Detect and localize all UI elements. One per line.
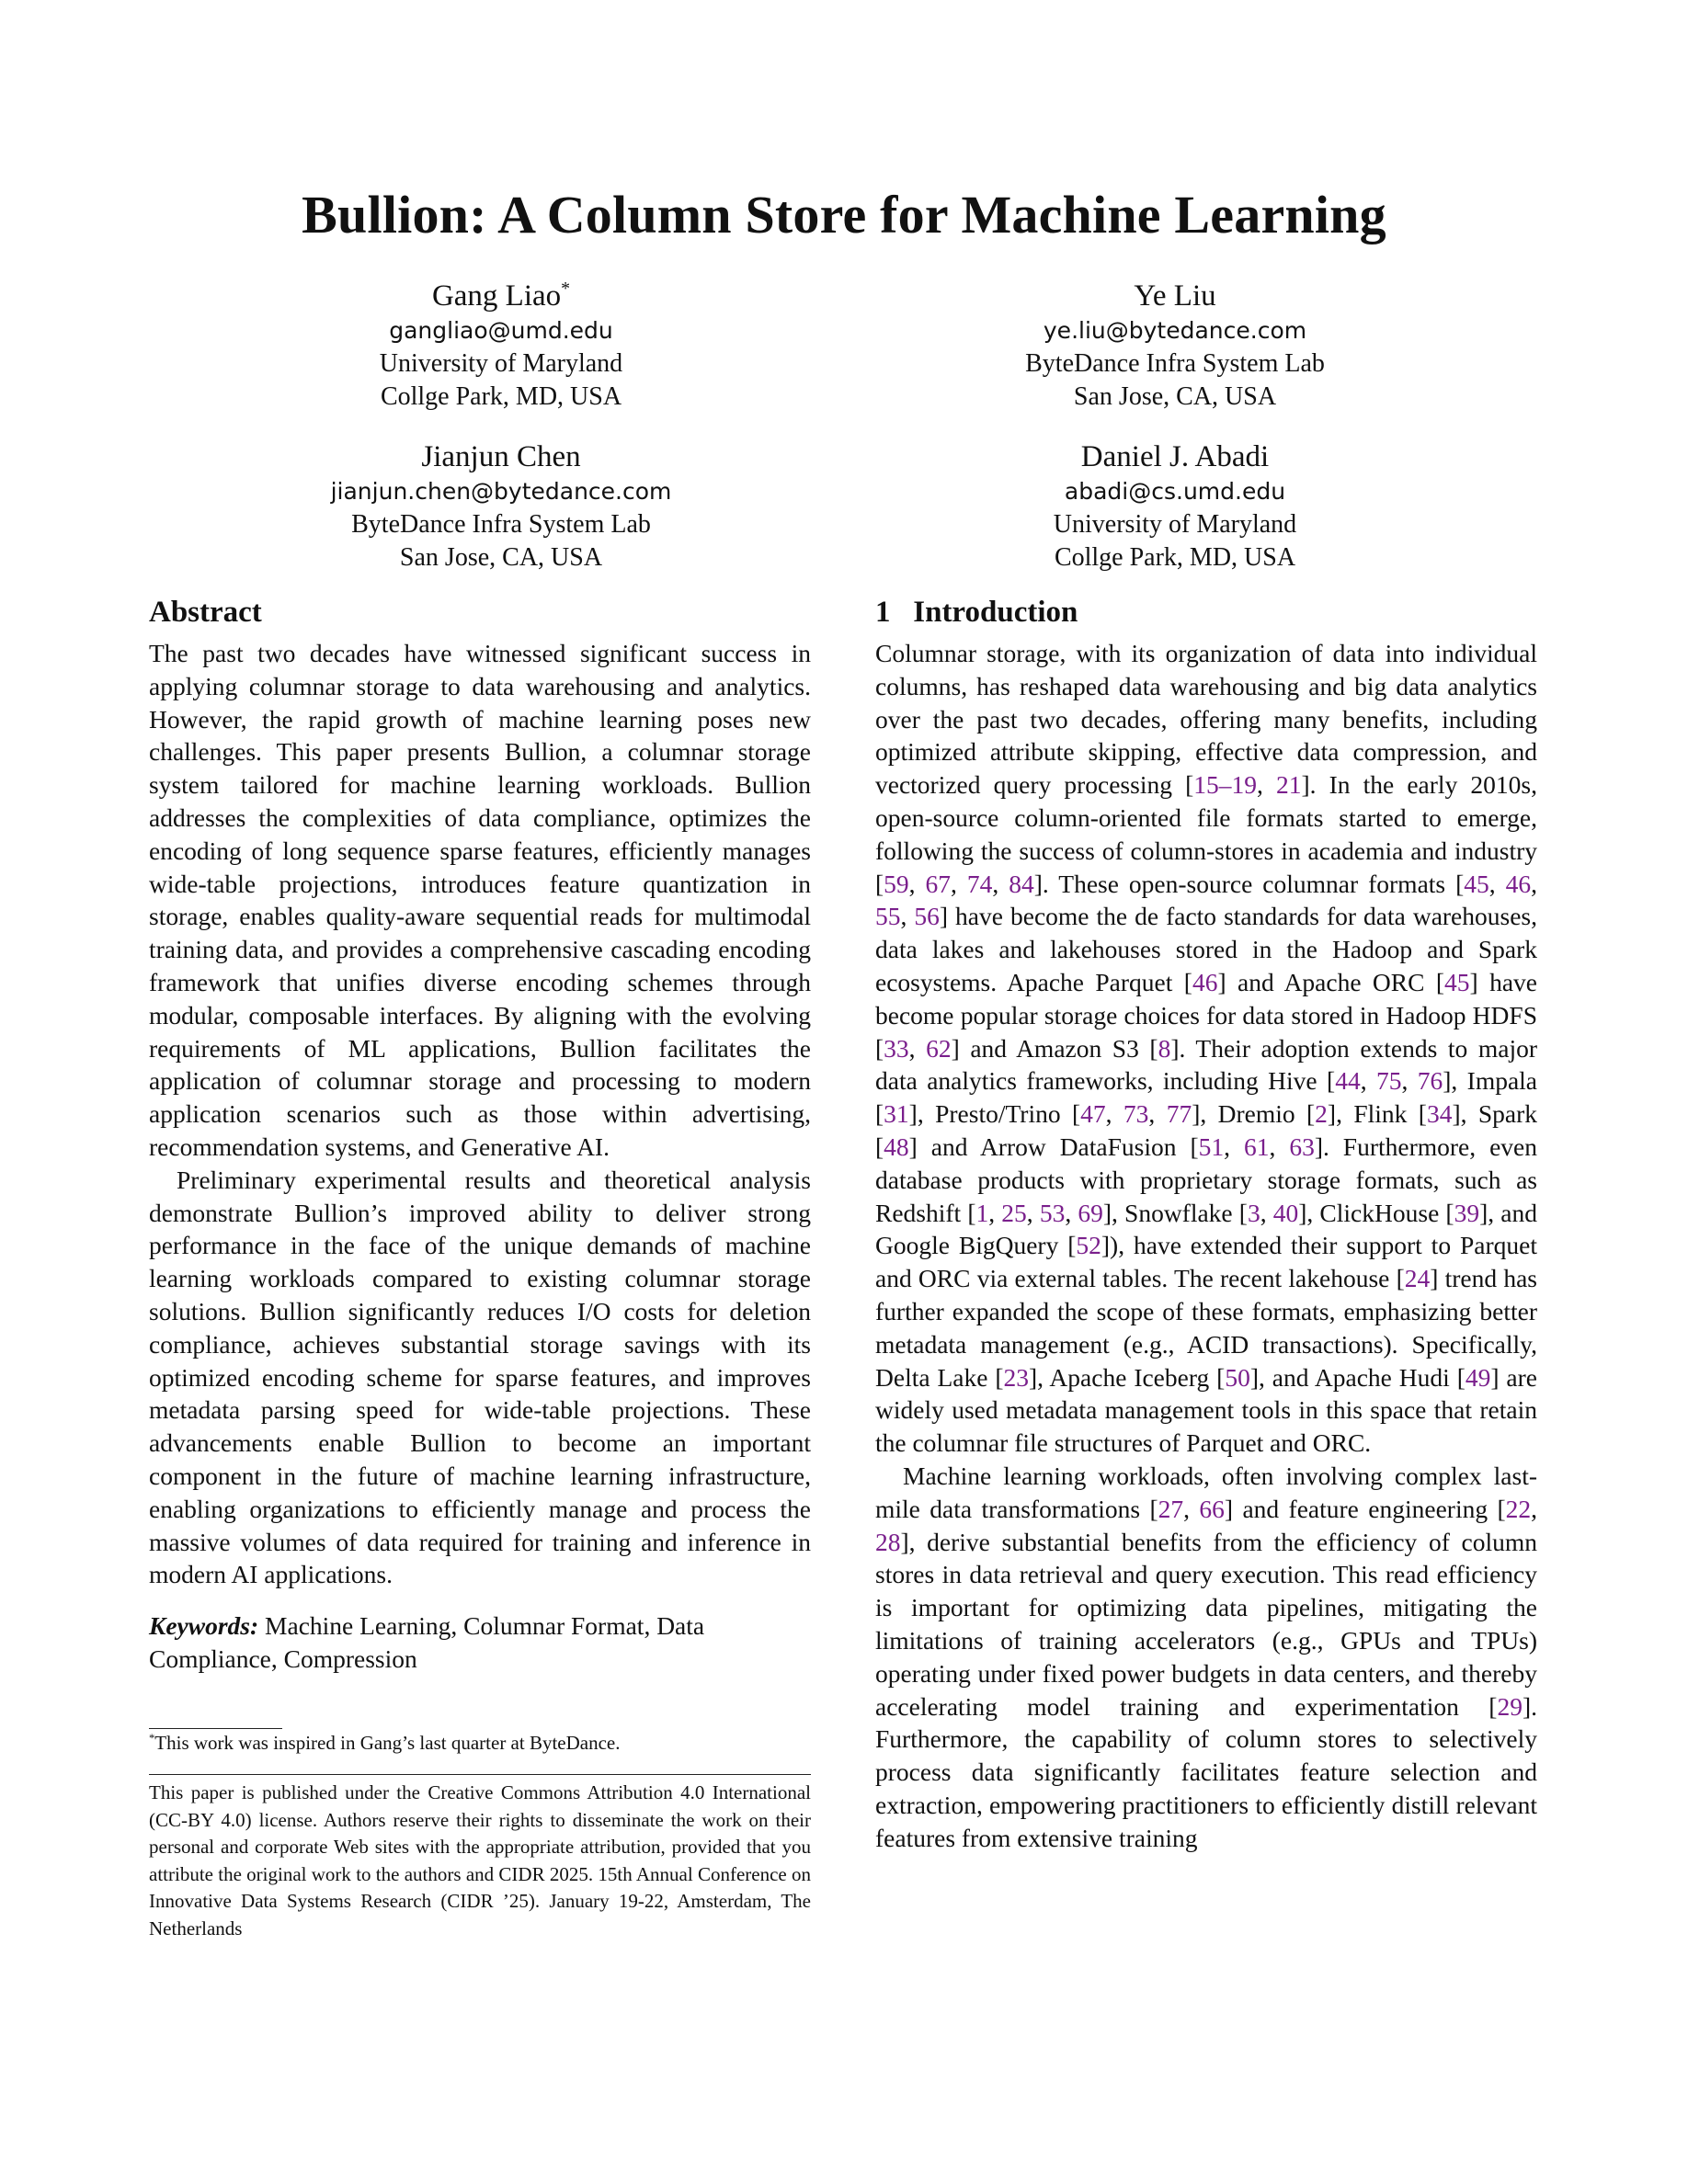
abstract-paragraph-1: The past two decades have witnessed significant success in applying columnar storage to data warehousing and analytics. However, the rapid growth of machine learning poses new challenges. This paper presents Bullion, a columnar storage system tailored for machine learning workloads. Bullion addresses the complexities of data compliance, optimizes the encoding of long sequence sparse features, efficiently manages wide-table projections, introduces feature quantization in storage, enables quality-aware sequential reads for multimodal training data, and provides a comprehensive cascading encoding framework that unifies diverse encoding schemes through modular, composable interfaces. By aligning with the evolving requirements of ML applications, Bullion facilitates the application of columnar storage and processing to modern application scenarios such as those within advertising, recommendation systems, and Generative AI.	[149, 639, 811, 1161]
footnote-divider	[149, 1728, 282, 1729]
citation-link[interactable]: 48	[884, 1132, 909, 1161]
citation-link[interactable]: 28	[875, 1527, 901, 1556]
citation-link[interactable]: 29	[1497, 1691, 1523, 1721]
license-divider	[149, 1774, 811, 1775]
author-email[interactable]: jianjun.chen@bytedance.com	[330, 478, 672, 505]
citation-link[interactable]: 55	[875, 902, 901, 931]
author-affiliation: ByteDance Infra System Lab	[1025, 349, 1325, 378]
license-notice: This paper is published under the Creative Commons Attribution 4.0 International (CC-BY 4.0) license. Authors reserve their rights to disseminate the work on their personal and corporate Web sites with the appropriate attribution, provided that you attribute the original work to the authors and CIDR 2025. 15th Annual Conference on Innovative Data Systems Research (CIDR ’25). January 19-22, Amsterdam, The Netherlands	[149, 1781, 811, 1939]
citation-link[interactable]: 51	[1198, 1132, 1225, 1161]
author-location: Collge Park, MD, USA	[1054, 543, 1296, 572]
left-column	[149, 594, 811, 1676]
footnote	[149, 1730, 811, 1757]
citation-link[interactable]: 52	[1076, 1231, 1101, 1260]
citation-link[interactable]: 73	[1123, 1099, 1149, 1129]
citation-link[interactable]: 44	[1335, 1066, 1361, 1096]
citation-link[interactable]: 53	[1039, 1198, 1066, 1227]
author-affiliation: University of Maryland	[1053, 510, 1297, 539]
footnote-text: This work was inspired in Gang’s last quarter at ByteDance.	[154, 1732, 621, 1754]
abstract-paragraph-2: Preliminary experimental results and theoretical analysis demonstrate Bullion’s improved ability to deliver strong performance in the face of the unique demands of machine learning workloads compared to existing columnar storage solutions. Bullion significantly reduces I/O costs for deletion compliance, achieves substantial storage savings with its optimized encoding scheme for sparse features, and improves metadata parsing speed for wide-table projections. These advancements enable Bullion to become an important component in the future of machine learning infrastructure, enabling organizations to efficiently manage and process the massive volumes of data required for training and inference in modern AI applications.	[149, 1165, 811, 1589]
author-footnote-mark: *	[561, 279, 571, 299]
keywords-label: Keywords:	[149, 1611, 259, 1641]
citation-link[interactable]: 21	[1275, 770, 1302, 800]
citation-link[interactable]: 66	[1199, 1494, 1225, 1523]
citation-link[interactable]: 62	[926, 1033, 952, 1063]
intro-paragraph-1: Columnar storage, with its organization of data into individual columns, has reshaped data warehousing and big data analytics over the past two decades, offering many benefits, including optimized attribute skipping, effective data compression, and vectorized query processing [15–19, 21]. In the early 2010s, open-source column-oriented file formats started to emerge, following the success of column-stores in academia and industry [59, 67, 74, 84]. These open-source columnar formats [45, 46, 55, 56] have become the de facto standards for data warehouses, data lakes and lakehouses stored in the Hadoop and Spark ecosystems. Apache Parquet [46] and Apache ORC [45] have become popular storage choices for data stored in Hadoop HDFS [33, 62] and Amazon S3 [8]. Their adoption extends to major data analytics frameworks, including Hive [44, 75, 76], Impala [31], Presto/Trino [47, 73, 77], Dremio [2], Flink [34], Spark [48] and Arrow DataFusion [51, 61, 63]. Furthermore, even database products with proprietary storage formats, such as Redshift [1, 25, 53, 69], Snowflake [3, 40], ClickHouse [39], and Google BigQuery [52]), have extended their support to Parquet and ORC via external tables. The recent lakehouse [24] trend has further expanded the scope of these formats, emphasizing better metadata management (e.g., ACID transactions). Specifically, Delta Lake [23], Apache Iceberg [50], and Apache Hudi [49] are widely used metadata management tools in this space that retain the columnar file structures of Parquet and ORC.	[875, 639, 1538, 1458]
author-location: San Jose, CA, USA	[1073, 382, 1277, 411]
section-title: Introduction	[913, 596, 1078, 629]
citation-link[interactable]: 47	[1080, 1099, 1106, 1129]
citation-link[interactable]: 2	[1315, 1099, 1328, 1129]
keywords-text: Machine Learning, Columnar Format, Data Compliance, Compression	[149, 1611, 705, 1673]
author-name: Gang Liao	[431, 279, 562, 313]
citation-link[interactable]: 61	[1243, 1132, 1270, 1161]
footnote-mark: *	[149, 1732, 155, 1745]
citation-link[interactable]: 56	[914, 902, 940, 931]
abstract-body	[149, 637, 811, 1591]
abstract-heading: Abstract	[149, 596, 262, 629]
intro-paragraph-2: Machine learning workloads, often involving complex last-mile data transformations [27, 66] and feature engineering [22, 28], derive substantial benefits from the efficiency of column stores in data retrieval and query execution. This read efficiency is important for optimizing data pipelines, mitigating the limitations of training accelerators (e.g., GPUs and TPUs) operating under fixed power budgets in data centers, and thereby accelerating model training and experimentation [29]. Furthermore, the capability of column stores to selectively process data significantly facilitates feature selection and extraction, empowering practitioners to efficiently distill relevant features from extensive training	[875, 1461, 1538, 1852]
citation-link[interactable]: 46	[1192, 967, 1218, 996]
citation-link[interactable]: 46	[1505, 869, 1532, 898]
author-block-3	[225, 438, 777, 574]
citation-link[interactable]: 24	[1404, 1264, 1431, 1293]
keywords	[149, 1610, 811, 1676]
section-number: 1	[875, 596, 891, 629]
section-heading-introduction	[875, 594, 1537, 631]
citation-link[interactable]: 45	[1464, 869, 1489, 898]
citation-link[interactable]: 22	[1505, 1494, 1532, 1523]
author-block-2	[899, 278, 1451, 414]
citation-link[interactable]: 84	[1009, 869, 1034, 898]
author-name: Daniel J. Abadi	[1080, 440, 1270, 473]
citation-link[interactable]: 67	[925, 869, 952, 898]
citation-link[interactable]: 15–19	[1193, 770, 1257, 800]
citation-link[interactable]: 3	[1247, 1198, 1260, 1227]
citation-link[interactable]: 31	[884, 1099, 909, 1129]
author-name: Jianjun Chen	[421, 440, 581, 473]
citation-link[interactable]: 75	[1375, 1066, 1402, 1096]
right-column	[875, 594, 1537, 1854]
citation-link[interactable]: 50	[1225, 1362, 1250, 1392]
introduction-body	[875, 637, 1537, 1854]
citation-link[interactable]: 39	[1454, 1198, 1480, 1227]
author-location: San Jose, CA, USA	[399, 543, 603, 572]
citation-link[interactable]: 69	[1078, 1198, 1103, 1227]
author-email[interactable]: ye.liu@bytedance.com	[1043, 317, 1307, 344]
author-affiliation: University of Maryland	[379, 349, 623, 378]
citation-link[interactable]: 23	[1003, 1362, 1029, 1392]
citation-link[interactable]: 76	[1417, 1066, 1443, 1096]
citation-link[interactable]: 34	[1426, 1099, 1453, 1129]
author-email[interactable]: gangliao@umd.edu	[389, 317, 613, 344]
author-name: Ye Liu	[1134, 279, 1216, 313]
citation-link[interactable]: 59	[884, 869, 909, 898]
paper-title: Bullion: A Column Store for Machine Learning	[302, 185, 1386, 245]
citation-link[interactable]: 49	[1465, 1362, 1491, 1392]
citation-link[interactable]: 8	[1158, 1033, 1171, 1063]
author-block-4	[899, 438, 1451, 574]
author-block-1	[225, 278, 777, 414]
citation-link[interactable]: 40	[1272, 1198, 1299, 1227]
citation-link[interactable]: 77	[1166, 1099, 1192, 1129]
author-email[interactable]: abadi@cs.umd.edu	[1064, 478, 1286, 505]
citation-link[interactable]: 27	[1158, 1494, 1184, 1523]
citation-link[interactable]: 63	[1289, 1132, 1315, 1161]
author-location: Collge Park, MD, USA	[380, 382, 622, 411]
citation-link[interactable]: 45	[1444, 967, 1470, 996]
citation-link[interactable]: 25	[1001, 1198, 1027, 1227]
citation-link[interactable]: 33	[884, 1033, 909, 1063]
citation-link[interactable]: 1	[975, 1198, 989, 1227]
citation-link[interactable]: 74	[966, 869, 993, 898]
author-affiliation: ByteDance Infra System Lab	[351, 510, 651, 539]
